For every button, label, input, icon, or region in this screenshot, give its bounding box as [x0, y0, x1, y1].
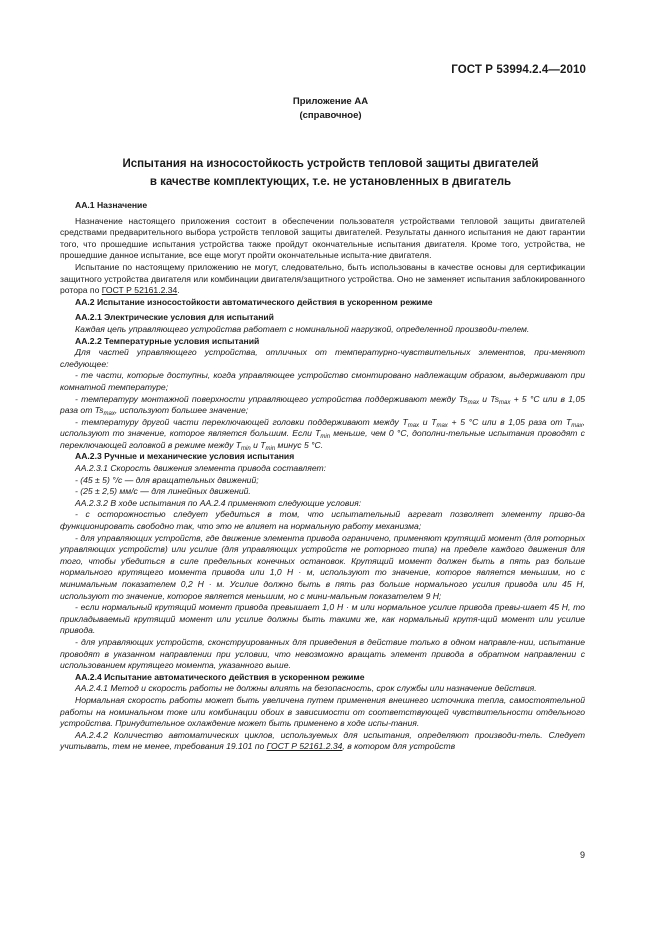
gost-link[interactable]: ГОСТ Р 52161.2.34 [266, 741, 343, 752]
main-title-line2: в качестве комплектующих, т.е. не установленных в двигатель [149, 176, 512, 188]
subsection-heading: АА.2.4 Испытание автоматического действия в ускоренном режиме [75, 671, 365, 682]
paragraph: Испытание по настоящему приложению не могут, следовательно, быть использованы в качестве основы для сертификации защитного устройства двигателя или комбинации двигателя/защитного устройства. Оно не заменяет испытания заблокированного ротора по ГОСТ Р 52161.2.34. [60, 261, 585, 296]
appendix-subtitle: (справочное) [299, 110, 362, 121]
appendix-heading [0, 95, 661, 123]
section-heading: АА.2 Испытание износостойкости автоматического действия в ускоренном режиме [75, 296, 433, 307]
paragraph: - (25 ± 2,5) мм/с — для линейных движений. [75, 486, 251, 497]
section-heading: АА.1 Назначение [75, 200, 148, 210]
main-title [0, 155, 661, 191]
subsection-heading: АА.2.3 Ручные и механические условия испытания [75, 451, 295, 462]
subsection-heading: АА.2.1 Электрические условия для испытаний [75, 312, 274, 323]
subsection-heading: АА.2.2 Температурные условия испытаний [75, 335, 260, 346]
paragraph: - те части, которые доступны, когда управляющее устройство смонтировано надлежащим образом, выдерживают при комнатной температуре; [60, 370, 585, 392]
main-title-line1: Испытания на износостойкость устройств тепловой защиты двигателей [122, 158, 539, 170]
page-number: 9 [579, 850, 585, 860]
paragraph: - температуру другой части переключающей головки поддерживают между $T_{max}$ и $T_{max} + 5$ °C или в 1,05 раза от $T_{max}$, используют то значение, которое является большим. Если $T_{min}$ меньше, чем 0 °C, дополни-тельные испытания проводят с переключающей головкой в режиме между $T_{min}$ и $T_{min}$ минус 5 °C. [60, 416, 585, 452]
paragraph: - с осторожностью следует убедиться в том, что испытательный агрегат позволяет элементу приво-да функционировать свободно так, что это не влияет на нормальную работу механизма; [60, 509, 585, 532]
document-body [60, 200, 585, 753]
paragraph: - для управляющих устройств, сконструированных для приведения в действие только в одном направле-нии, испытание проводят в указанном направлении при условии, что невозможно вращать элемент привода в обратном направлении с использованием крутящего момента, указанного выше. [60, 636, 585, 671]
paragraph: АА.2.3.2 В ходе испытания по АА.2.4 применяют следующие условия: [75, 497, 362, 508]
paragraph: - если нормальный крутящий момент привода превышает 1,0 Н · м или нормальное усилие привода превы-шает 45 Н, то прикладываемый крутящий момент или усилие должны быть такими же, как нормальный крутя-щий момент или усилие привода. [60, 602, 585, 636]
gost-link[interactable]: ГОСТ Р 52161.2.34 [101, 285, 178, 296]
appendix-title: Приложение АА [292, 96, 369, 107]
paragraph: АА.2.4.2 Количество автоматических циклов, используемых для испытания, определяют производи-тель. Следует учитывать, тем не менее, требования 19.101 по ГОСТ Р 52161.2.34, в котором для устройств [60, 729, 585, 752]
paragraph: - температуру монтажной поверхности управляющего устройства поддерживают между $Ts_{max}$ и $Ts_{max} + 5$ °C или в 1,05 раза от $Ts_{max}$, используют большее значение; [60, 393, 586, 418]
paragraph: АА.2.3.1 Скорость движения элемента привода составляет: [75, 463, 327, 474]
paragraph: Для частей управляющего устройства, отличных от температурно-чувствительных элементов, при-меняют следующее: [60, 347, 585, 369]
paragraph: Каждая цепь управляющего устройства работает с номинальной нагрузкой, определенной производи-телем. [75, 323, 530, 334]
standard-header: ГОСТ Р 53994.2.4—2010 [451, 64, 586, 76]
paragraph: - для управляющих устройств, где движение элемента привода ограничено, применяют крутящий момент (для роторных управляющих устройств) или усилие (для управляющих устройств не роторного типа) на пределе каждого движения для того, чтобы убедиться в силе предельных конечных остановок. Крутящий момент должен быть в пять раз больше нормального крутящего момента привода или 1,0 Н · м, используют то значение, которое является меньшим, но с минимальным показателем 0,2 Н · м. Усилие должно быть в пять раз больше нормального усилия привода или 45 Н, используют то значение, которое является меньшим, но с мини-мальным показателем 9 Н; [60, 532, 585, 601]
paragraph: Назначение настоящего приложения состоит в обеспечении пользователя устройствами тепловой защиты двигателей средствами предварительного выбора устройств тепловой защиты двигателей. Результаты данного испытания не дают гарантии того, что прошедшие испытания устройства также пройдут окончательные испытания двигателя. Кроме того, устройства, не прошедшие данное испытание, все еще могут пройти окончательные испыта-ние двигателя. [60, 215, 585, 261]
paragraph: - (45 ± 5) °/с — для вращательных движений; [75, 474, 259, 485]
paragraph: АА.2.4.1 Метод и скорость работы не должны влиять на безопасность, срок службы или назначение действия. [75, 683, 537, 694]
paragraph: Нормальная скорость работы может быть увеличена путем применения внешнего источника тепла, самостоятельной работы на номинальном токе или комбинации обоих в зависимости от соответствующей чувствительности отдельного устройства. Принудительное охлаждение может быть применено в ходе испы-тания. [60, 694, 585, 729]
